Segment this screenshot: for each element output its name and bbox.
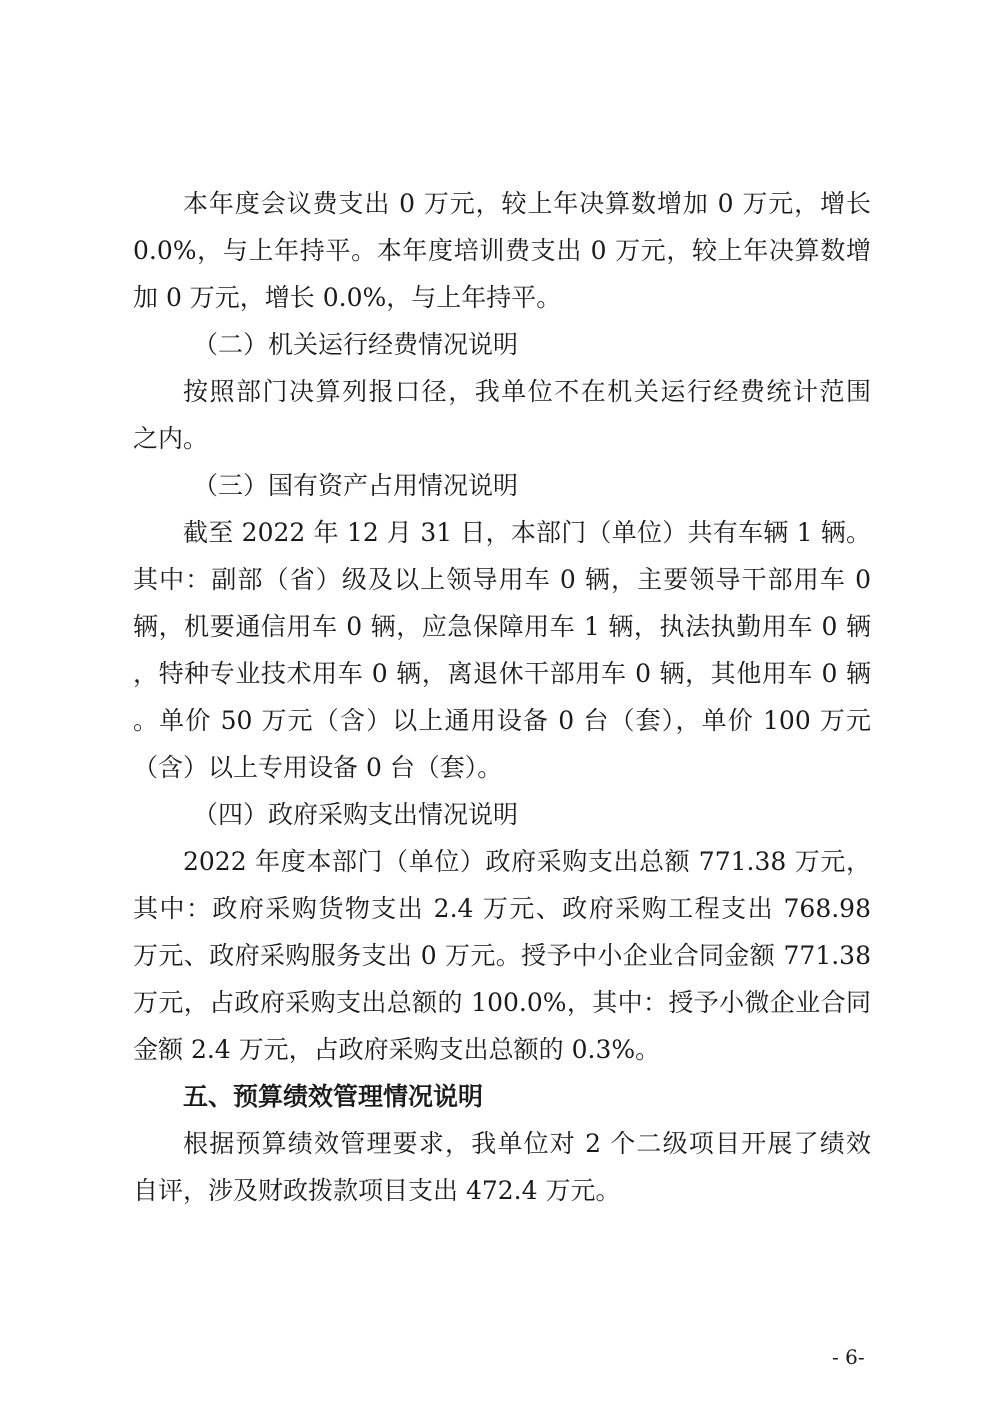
paragraph-line: 加 0 万元，增长 0.0%，与上年持平。	[133, 283, 562, 312]
paragraph-line: 截至 2022 年 12 月 31 日，本部门（单位）共有车辆 1 辆。	[183, 518, 871, 547]
paragraph-line: 自评，涉及财政拨款项目支出 472.4 万元。	[133, 1176, 621, 1205]
paragraph-line: 。单价 50 万元（含）以上通用设备 0 台（套），单价 100 万元	[133, 706, 871, 735]
section-heading-3: （三）国有资产占用情况说明	[193, 471, 519, 500]
section-heading-2: （二）机关运行经费情况说明	[193, 330, 519, 359]
paragraph-line: 之内。	[133, 424, 209, 453]
paragraph-line: 2022 年度本部门（单位）政府采购支出总额 771.38 万元，	[183, 847, 871, 876]
paragraph-line: 万元、政府采购服务支出 0 万元。授予中小企业合同金额 771.38	[133, 941, 871, 970]
paragraph-line: 根据预算绩效管理要求，我单位对 2 个二级项目开展了绩效	[183, 1129, 871, 1158]
paragraph-line: 本年度会议费支出 0 万元，较上年决算数增加 0 万元，增长	[183, 189, 871, 218]
paragraph-line: ，特种专业技术用车 0 辆，离退休干部用车 0 辆，其他用车 0 辆	[133, 659, 871, 688]
paragraph-line: 0.0%，与上年持平。本年度培训费支出 0 万元，较上年决算数增	[133, 236, 871, 265]
paragraph-line: 万元，占政府采购支出总额的 100.0%，其中：授予小微企业合同	[133, 988, 871, 1017]
paragraph-line: 其中：政府采购货物支出 2.4 万元、政府采购工程支出 768.98	[133, 894, 871, 923]
section-heading-5: 五、预算绩效管理情况说明	[183, 1082, 484, 1111]
paragraph-line: 辆，机要通信用车 0 辆，应急保障用车 1 辆，执法执勤用车 0 辆	[133, 612, 871, 641]
paragraph-line: 按照部门决算列报口径，我单位不在机关运行经费统计范围	[183, 377, 871, 406]
paragraph-line: （含）以上专用设备 0 台（套）。	[133, 753, 503, 782]
page-number: - 6-	[832, 1345, 865, 1369]
paragraph-line: 其中：副部（省）级及以上领导用车 0 辆，主要领导干部用车 0	[133, 565, 871, 594]
document-body	[133, 180, 871, 1214]
section-heading-4: （四）政府采购支出情况说明	[193, 800, 519, 829]
paragraph-line: 金额 2.4 万元，占政府采购支出总额的 0.3%。	[133, 1035, 661, 1064]
